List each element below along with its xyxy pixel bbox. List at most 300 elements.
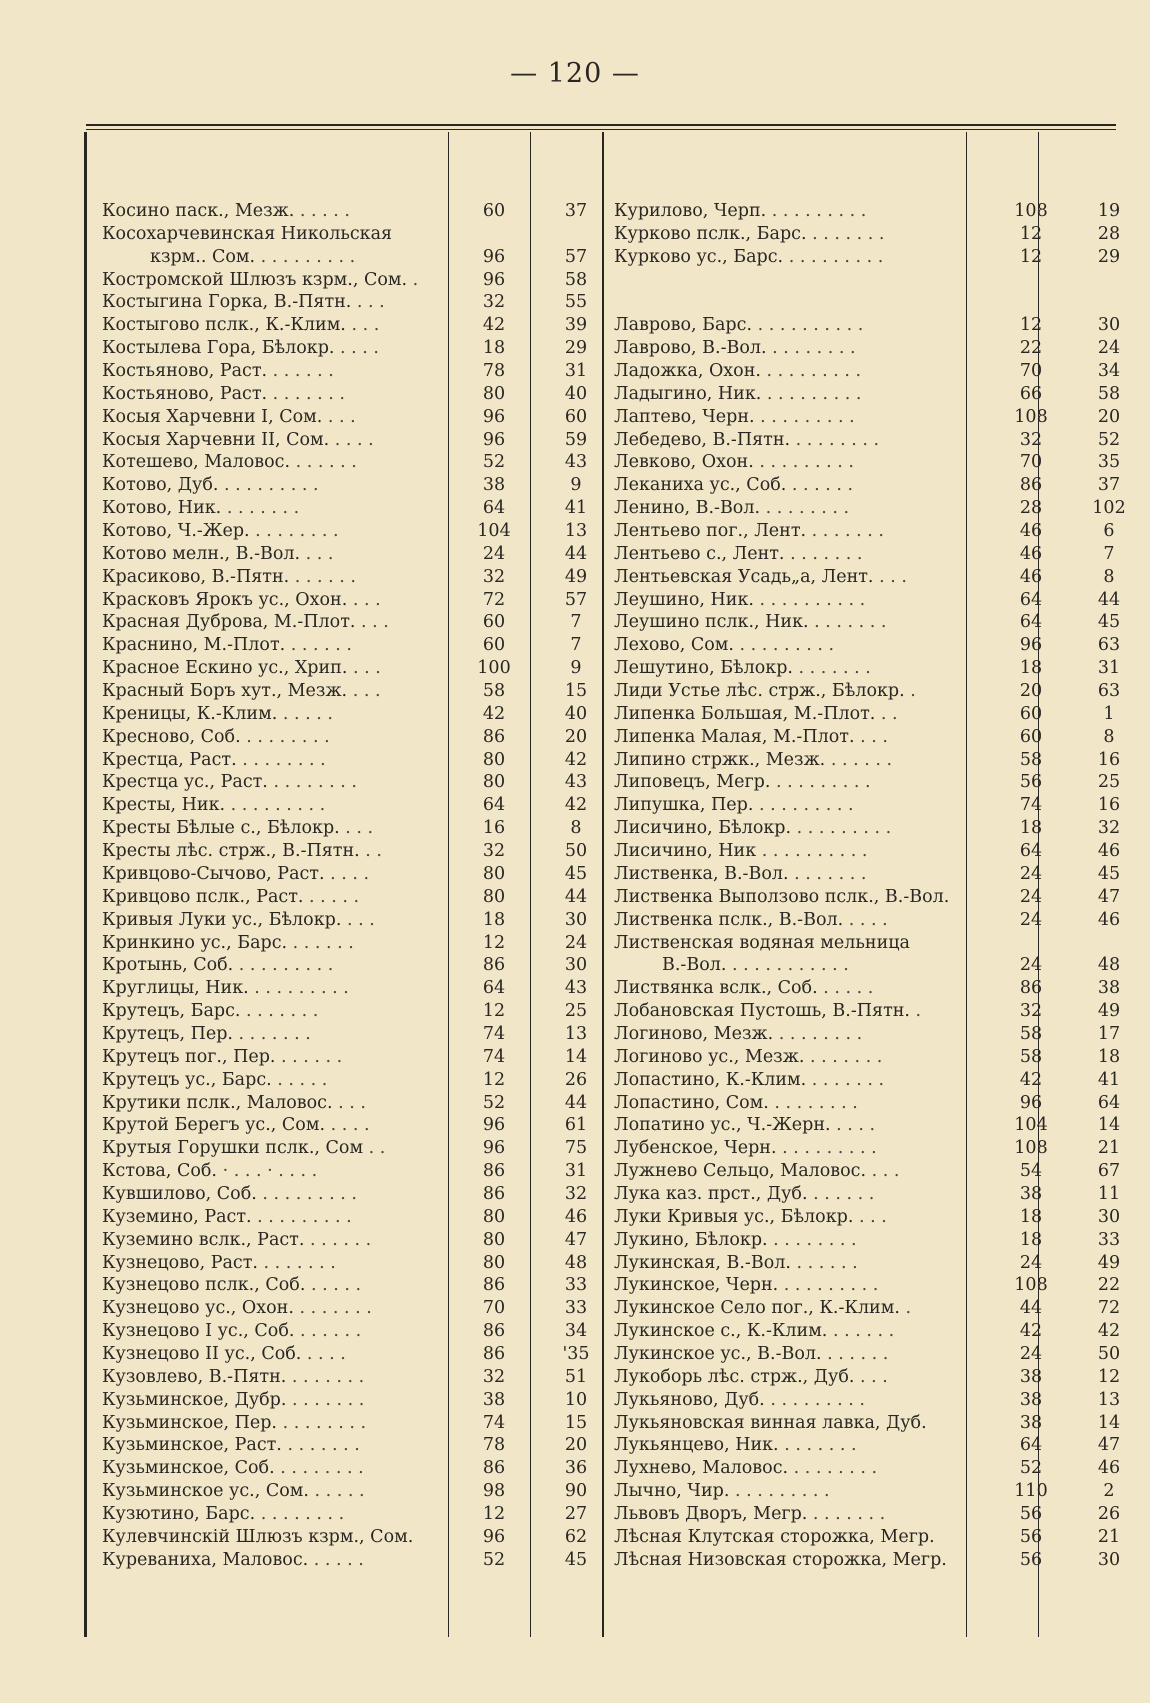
entry-page-ref: 104 <box>477 521 511 542</box>
entry-name-text: Лопастино, Сом. <box>614 1092 769 1113</box>
entry-name <box>102 863 442 886</box>
entry-name <box>102 406 442 429</box>
index-entry <box>102 771 612 794</box>
entry-name-text: Куземино вслк., Раст. <box>102 1229 305 1250</box>
leader-dots: . . . . . . . . <box>768 1092 858 1113</box>
index-entry <box>102 543 612 566</box>
entry-page-ref: 56 <box>1019 1549 1043 1570</box>
entry-name-text: Лиственка Выползово пслк., В.-Вол. <box>614 886 950 907</box>
entry-number: 102 <box>1092 498 1126 519</box>
entry-page-ref: 18 <box>482 338 506 359</box>
entry-number: 64 <box>1097 1092 1121 1113</box>
entry-page-ref: 70 <box>482 1298 506 1319</box>
entry-page-ref: 32 <box>1019 429 1043 450</box>
index-entry <box>102 863 612 886</box>
leader-dots: . . . <box>347 658 381 679</box>
entry-number: 28 <box>1097 223 1121 244</box>
entry-name <box>614 314 959 337</box>
index-entry <box>102 932 612 955</box>
entry-name <box>614 1046 959 1069</box>
entry-page-ref: 24 <box>1019 1343 1043 1364</box>
index-entry <box>614 429 1144 452</box>
entry-number: 29 <box>1097 246 1121 267</box>
entry-name <box>614 360 959 383</box>
entry-name-text: Лукоборь лѣс. стрж., Дуб. <box>614 1366 855 1387</box>
entry-page-ref: 86 <box>482 955 506 976</box>
leader-dots: . . . <box>332 1092 366 1113</box>
entry-number: 42 <box>564 749 588 770</box>
leader-dots: . . . . . . <box>790 1252 858 1273</box>
entry-name <box>614 589 959 612</box>
leader-dots: . <box>407 269 419 290</box>
entry-page-ref: 96 <box>482 269 506 290</box>
entry-name-text: Лаптево, Черн. <box>614 406 755 427</box>
entry-name <box>102 909 442 932</box>
entry-page-ref: 58 <box>1019 1046 1043 1067</box>
entry-name <box>614 1480 959 1503</box>
entry-name-text: Кресты Бѣлые с., Бѣлокр. <box>102 818 340 839</box>
leader-dots: . . . <box>341 909 375 930</box>
leader-dots: . . . <box>351 292 385 313</box>
entry-name <box>614 1069 959 1092</box>
entry-name-text: Логиново, Мезж. <box>614 1023 774 1044</box>
entry-number: 57 <box>564 246 588 267</box>
entry-page-ref: 74 <box>482 1023 506 1044</box>
entry-name <box>614 246 959 269</box>
entry-name-text: Костыгово пслк., К.-Клим. <box>102 315 346 336</box>
entry-name-text: Левково, Охон. <box>614 452 754 473</box>
leader-dots: . . . . . . . . <box>274 1458 364 1479</box>
entry-page-ref: 20 <box>1019 681 1043 702</box>
entry-number: 20 <box>564 1435 588 1456</box>
entry-page-ref: 56 <box>1019 772 1043 793</box>
entry-number: 30 <box>1097 315 1121 336</box>
entry-name-text: Кузовлево, В.-Пятн. <box>102 1366 287 1387</box>
entry-page-ref: 18 <box>482 909 506 930</box>
entry-page-ref: 58 <box>1019 1023 1043 1044</box>
leader-dots: . . . . . . . <box>232 1023 311 1044</box>
leader-dots: . . . <box>347 589 381 610</box>
leader-dots: . . . . . <box>303 886 360 907</box>
leader-dots: . . . . . . <box>275 1046 343 1067</box>
entry-page-ref: 12 <box>482 1001 506 1022</box>
index-entry <box>614 1412 1144 1435</box>
entry-name <box>102 1252 442 1275</box>
entry-page-ref: 86 <box>1019 978 1043 999</box>
leader-dots: . . . . . . <box>807 1183 875 1204</box>
index-entry <box>614 794 1144 817</box>
entry-name <box>614 1434 959 1457</box>
entry-number: 10 <box>564 1389 588 1410</box>
entry-name <box>102 1434 442 1457</box>
leader-dots: . <box>904 681 916 702</box>
entry-number: 50 <box>564 841 588 862</box>
entry-page-ref: 96 <box>482 246 506 267</box>
leader-dots: . . . . . . . . <box>277 1412 367 1433</box>
entry-name <box>614 1252 959 1275</box>
leader-dots: . . . . . . . . <box>267 772 357 793</box>
leader-dots: . . . <box>853 1206 887 1227</box>
entry-name <box>102 1389 442 1412</box>
entry-page-ref: 86 <box>482 1183 506 1204</box>
entry-page-ref: 18 <box>1019 1206 1043 1227</box>
index-entry <box>614 1274 1144 1297</box>
entry-number: '35 <box>562 1343 590 1364</box>
entry-number: 44 <box>564 1092 588 1113</box>
leader-dots: . . . <box>300 543 334 564</box>
entry-number: 34 <box>1097 361 1121 382</box>
entry-name <box>614 497 959 520</box>
entry-page-ref: 86 <box>482 1343 506 1364</box>
index-entry <box>614 451 1144 474</box>
index-entry <box>614 1366 1144 1389</box>
entry-name <box>102 1549 442 1572</box>
entry-name-text: Кузнецово пслк., Соб. <box>102 1275 306 1296</box>
entry-name-text: Липенка Малая, М.-Плот. <box>614 726 855 747</box>
entry-page-ref: 52 <box>1019 1458 1043 1479</box>
entry-name <box>102 566 442 589</box>
entry-name-text: Кузнецово, Раст. <box>102 1252 258 1273</box>
entry-name <box>102 1320 442 1343</box>
index-entry <box>614 543 1144 566</box>
entry-name <box>614 429 959 452</box>
index-entry <box>102 337 612 360</box>
entry-name-text: Лужнево Сельцо, Маловос. <box>614 1161 867 1182</box>
entry-name-text: Лисичино, Бѣлокр. <box>614 818 792 839</box>
entry-page-ref: 22 <box>1019 338 1043 359</box>
index-entry <box>102 886 612 909</box>
leader-dots: . . . . . . <box>786 475 854 496</box>
entry-name-text: Листвянка вслк., Соб. <box>614 978 818 999</box>
header-rule <box>86 124 1116 126</box>
entry-page-ref: 108 <box>1014 406 1048 427</box>
entry-number: 47 <box>564 1229 588 1250</box>
entry-name <box>102 314 442 337</box>
entry-name <box>102 1114 442 1137</box>
index-entry <box>102 497 612 520</box>
leader-dots: . . . . . . . . . . <box>756 841 868 862</box>
leader-dots: . . . . . . <box>825 749 893 770</box>
entry-name <box>614 771 959 794</box>
entry-name <box>102 794 442 817</box>
entry-name <box>614 1343 959 1366</box>
entry-page-ref: 96 <box>482 1138 506 1159</box>
index-entry <box>102 1206 612 1229</box>
entry-name <box>102 840 442 863</box>
entry-name-text: Куземино, Раст. <box>102 1206 252 1227</box>
entry-name-text: Красиково, В.-Пятн. <box>102 566 290 587</box>
entry-name <box>614 1412 959 1435</box>
index-entry <box>614 886 1144 909</box>
entry-number: 31 <box>564 1161 588 1182</box>
entry-name <box>614 680 959 703</box>
index-entry <box>102 1229 612 1252</box>
leader-dots: . . . . . . . . . . . <box>726 955 849 976</box>
entry-name-text: Котово, Ч.-Жер. <box>102 521 250 542</box>
entry-page-ref: 42 <box>482 703 506 724</box>
entry-page-ref: 100 <box>477 658 511 679</box>
entry-number: 17 <box>1097 1023 1121 1044</box>
index-entry <box>102 1526 612 1549</box>
entry-name-text: Костромской Шлюзъ кзрм., Сом. <box>102 269 408 290</box>
leader-dots: . . . . . . . . . <box>754 406 855 427</box>
index-entry <box>614 1320 1144 1343</box>
entry-name <box>102 1206 442 1229</box>
entry-number: 41 <box>564 498 588 519</box>
entry-page-ref: 28 <box>1019 498 1043 519</box>
entry-name-text: Лухнево, Маловос. <box>614 1458 789 1479</box>
column-rule-left-edge <box>84 132 87 1637</box>
entry-name <box>102 223 442 246</box>
entry-number: 41 <box>1097 1069 1121 1090</box>
entry-name-text: Костыгина Горка, В.-Пятн. <box>102 292 352 313</box>
entry-page-ref: 86 <box>482 1458 506 1479</box>
entry-name <box>614 1114 959 1137</box>
entry-page-ref: 60 <box>1019 703 1043 724</box>
entry-name-text: Курково пслк., Барс. <box>614 223 807 244</box>
entry-number: 12 <box>1097 1366 1121 1387</box>
entry-page-ref: 80 <box>482 749 506 770</box>
index-entry <box>102 1114 612 1137</box>
entry-name-text: Леушино, Ник. <box>614 589 754 610</box>
entry-page-ref: 80 <box>482 383 506 404</box>
leader-dots: . . . . . <box>308 1549 364 1570</box>
entry-name-text: Кузьминское, Дубр. <box>102 1389 287 1410</box>
index-entry <box>614 726 1144 749</box>
entry-page-ref: 32 <box>482 1366 506 1387</box>
entry-name-text: Костылева Гора, Бѣлокр. <box>102 338 335 359</box>
index-entry <box>614 566 1144 589</box>
entry-page-ref: 38 <box>482 475 506 496</box>
entry-name-text: Крутецъ ус., Барс. <box>102 1069 272 1090</box>
entry-name <box>614 886 959 909</box>
entry-name <box>614 817 959 840</box>
entry-name-text: Лентьево пог., Лент. <box>614 521 807 542</box>
entry-number: 90 <box>564 1481 588 1502</box>
entry-name-text: Ладыгино, Ник. <box>614 383 762 404</box>
entry-number: 59 <box>564 429 588 450</box>
index-entry <box>102 1252 612 1275</box>
index-entry <box>102 246 612 269</box>
entry-name-text: Кузьминское, Соб. <box>102 1458 275 1479</box>
index-entry <box>614 1434 1144 1457</box>
entry-page-ref: 98 <box>482 1481 506 1502</box>
index-entry <box>102 1092 612 1115</box>
index-entry <box>102 794 612 817</box>
entry-name <box>614 543 959 566</box>
leader-dots: . . . . . . . <box>806 223 885 244</box>
entry-name-text: Крутецъ, Пер. <box>102 1023 233 1044</box>
entry-name-text: Лиди Устье лѣс. стрж., Бѣлокр. <box>614 681 905 702</box>
entry-name <box>614 909 959 932</box>
entry-name-text: Курилово, Черп. <box>614 201 767 221</box>
entry-name-text: Красная Дуброва, М.-Плот. <box>102 612 356 633</box>
entry-number: 44 <box>1097 589 1121 610</box>
index-entry <box>614 360 1144 383</box>
entry-number: 48 <box>564 1252 588 1273</box>
entry-name <box>102 932 442 955</box>
entry-number: 33 <box>564 1275 588 1296</box>
entry-number: 7 <box>570 612 582 633</box>
entry-page-ref: 42 <box>482 315 506 336</box>
entry-number: 45 <box>564 1549 588 1570</box>
leader-dots: . . . . . . . . . <box>255 246 356 267</box>
entry-page-ref: 96 <box>1019 1092 1043 1113</box>
entry-name <box>614 1229 959 1252</box>
index-entry <box>614 771 1144 794</box>
entry-number: 13 <box>564 1023 588 1044</box>
entry-name-text: Логиново ус., Мезж. <box>614 1046 805 1067</box>
entry-name <box>614 863 959 886</box>
entry-name-text: Котово, Ник. <box>102 498 222 519</box>
entry-number: 33 <box>1097 1229 1121 1250</box>
entry-name-text: Лисичино, Ник <box>614 841 757 862</box>
leader-dots: . . . . . . . . <box>255 1503 345 1524</box>
entry-number: 43 <box>564 772 588 793</box>
entry-number: 62 <box>564 1526 588 1547</box>
entry-name-text: Костьяново, Раст. <box>102 361 268 382</box>
entry-page-ref: 108 <box>1014 1275 1048 1296</box>
entry-name-text: Котово мелн., В.-Вол. <box>102 543 301 564</box>
index-entry <box>102 474 612 497</box>
entry-number: 44 <box>564 543 588 564</box>
entry-page-ref: 12 <box>482 1503 506 1524</box>
leader-dots: . . . . . . . <box>221 498 300 519</box>
leader-dots: . . . . . . . . <box>236 749 326 770</box>
entry-name-text: Круглицы, Ник. <box>102 978 249 999</box>
entry-name <box>614 474 959 497</box>
entry-name-text: Лукино, Бѣлокр. <box>614 1229 768 1250</box>
index-entry <box>102 1343 612 1366</box>
leader-dots: . . . <box>339 818 374 839</box>
entry-name <box>614 1320 959 1343</box>
leader-dots: . . . . <box>334 338 379 359</box>
entry-page-ref: 78 <box>482 1435 506 1456</box>
entry-name-text: Леушино пслк., Ник. <box>614 612 809 633</box>
leader-dots: . . . . . . . . . <box>778 1275 879 1296</box>
entry-number: 7 <box>570 635 582 656</box>
entry-page-ref: 24 <box>1019 1252 1043 1273</box>
entry-name-text: Лехово, Сом. <box>614 635 734 656</box>
index-entry <box>614 817 1144 840</box>
leader-dots: . . . . . . . <box>792 658 871 679</box>
index-entry <box>102 1503 612 1526</box>
index-entry <box>614 589 1144 612</box>
index-entry <box>614 1092 1144 1115</box>
entry-name <box>614 1297 959 1320</box>
index-entry <box>614 1183 1144 1206</box>
entry-page-ref: 38 <box>1019 1412 1043 1433</box>
entry-name <box>102 977 442 1000</box>
index-entry <box>102 291 612 314</box>
entry-number: 37 <box>564 201 588 221</box>
entry-number: 27 <box>564 1503 588 1524</box>
index-entry <box>102 1046 612 1069</box>
entry-name <box>102 246 490 269</box>
entry-page-ref: 64 <box>1019 589 1043 610</box>
entry-number: 49 <box>1097 1252 1121 1273</box>
leader-dots: . . . . . . <box>827 1321 895 1342</box>
entry-name <box>614 1366 959 1389</box>
entry-name <box>102 1503 442 1526</box>
entry-page-ref: 42 <box>1019 1069 1043 1090</box>
entry-number: 39 <box>564 315 588 336</box>
entry-name-text: Кузьминское, Пер. <box>102 1412 277 1433</box>
entry-name <box>614 954 1007 977</box>
entry-number: 8 <box>1103 726 1115 747</box>
index-entry <box>614 1297 1144 1320</box>
entry-number: 30 <box>1097 1206 1121 1227</box>
entry-number: 20 <box>1097 406 1121 427</box>
entry-page-ref: 42 <box>1019 1321 1043 1342</box>
entry-page-ref: 96 <box>482 1526 506 1547</box>
entry-name <box>614 1389 959 1412</box>
entry-page-ref: 32 <box>482 566 506 587</box>
index-entry <box>614 657 1144 680</box>
entry-name <box>614 977 959 1000</box>
leader-dots: . . . . . . . <box>804 1046 883 1067</box>
entry-number: 63 <box>1097 681 1121 702</box>
entry-number: 57 <box>564 589 588 610</box>
entry-page-ref: 64 <box>1019 612 1043 633</box>
leader-dots: . . . . . . . <box>293 1298 372 1319</box>
leader-dots: . . . . . . <box>287 932 354 953</box>
entry-name-text: Лукинское ус., В.-Вол. <box>614 1343 822 1364</box>
leader-dots: . . . . . . . . <box>760 498 850 519</box>
entry-number: 33 <box>564 1298 588 1319</box>
leader-dots: . . . . . . . . . <box>248 978 349 999</box>
entry-name-text: Кузнецово II ус., Соб. <box>102 1343 302 1364</box>
index-entry <box>102 1412 612 1435</box>
entry-page-ref: 12 <box>482 932 506 953</box>
index-entry <box>102 200 612 223</box>
leader-dots: . . . . . . . <box>286 1389 365 1410</box>
leader-dots: . . . . . <box>294 201 350 221</box>
index-entry <box>102 1000 612 1023</box>
entry-name-text: Леканиха ус., Соб. <box>614 475 787 496</box>
entry-number: 46 <box>1097 841 1121 862</box>
entry-page-ref: 64 <box>1019 841 1043 862</box>
entry-number: 13 <box>1097 1389 1121 1410</box>
entry-name <box>614 406 959 429</box>
entry-name <box>614 451 959 474</box>
entry-page-ref: 46 <box>1019 566 1043 587</box>
entry-page-ref: 80 <box>482 772 506 793</box>
leader-dots: . . . . . . . . . <box>764 1389 865 1410</box>
index-entry <box>614 383 1144 406</box>
leader-dots: . . . . . . . . . <box>256 1183 357 1204</box>
entry-name-text: Лопатино ус., Ч.-Жерн. <box>614 1115 831 1136</box>
entry-page-ref: 86 <box>482 726 506 747</box>
entry-number: 45 <box>564 863 588 884</box>
entry-number: 49 <box>1097 1001 1121 1022</box>
entry-name <box>102 383 442 406</box>
leader-dots: . . . . . . . . . <box>760 361 862 382</box>
entry-name-text: Ладожка, Охон. <box>614 361 761 382</box>
leader-dots: . . . . . . . . . <box>766 201 867 221</box>
entry-page-ref: 80 <box>482 863 506 884</box>
entry-number: 52 <box>1097 429 1121 450</box>
index-entry <box>102 657 612 680</box>
entry-page-ref: 12 <box>1019 246 1043 267</box>
entry-name-text: Кузьминское, Раст. <box>102 1435 282 1456</box>
entry-name <box>102 451 442 474</box>
entry-number: 7 <box>1103 543 1115 564</box>
entry-name <box>102 1137 442 1160</box>
index-entry <box>614 1000 1144 1023</box>
leader-dots: . . . . . . . . <box>767 1229 857 1250</box>
entry-name <box>614 749 959 772</box>
